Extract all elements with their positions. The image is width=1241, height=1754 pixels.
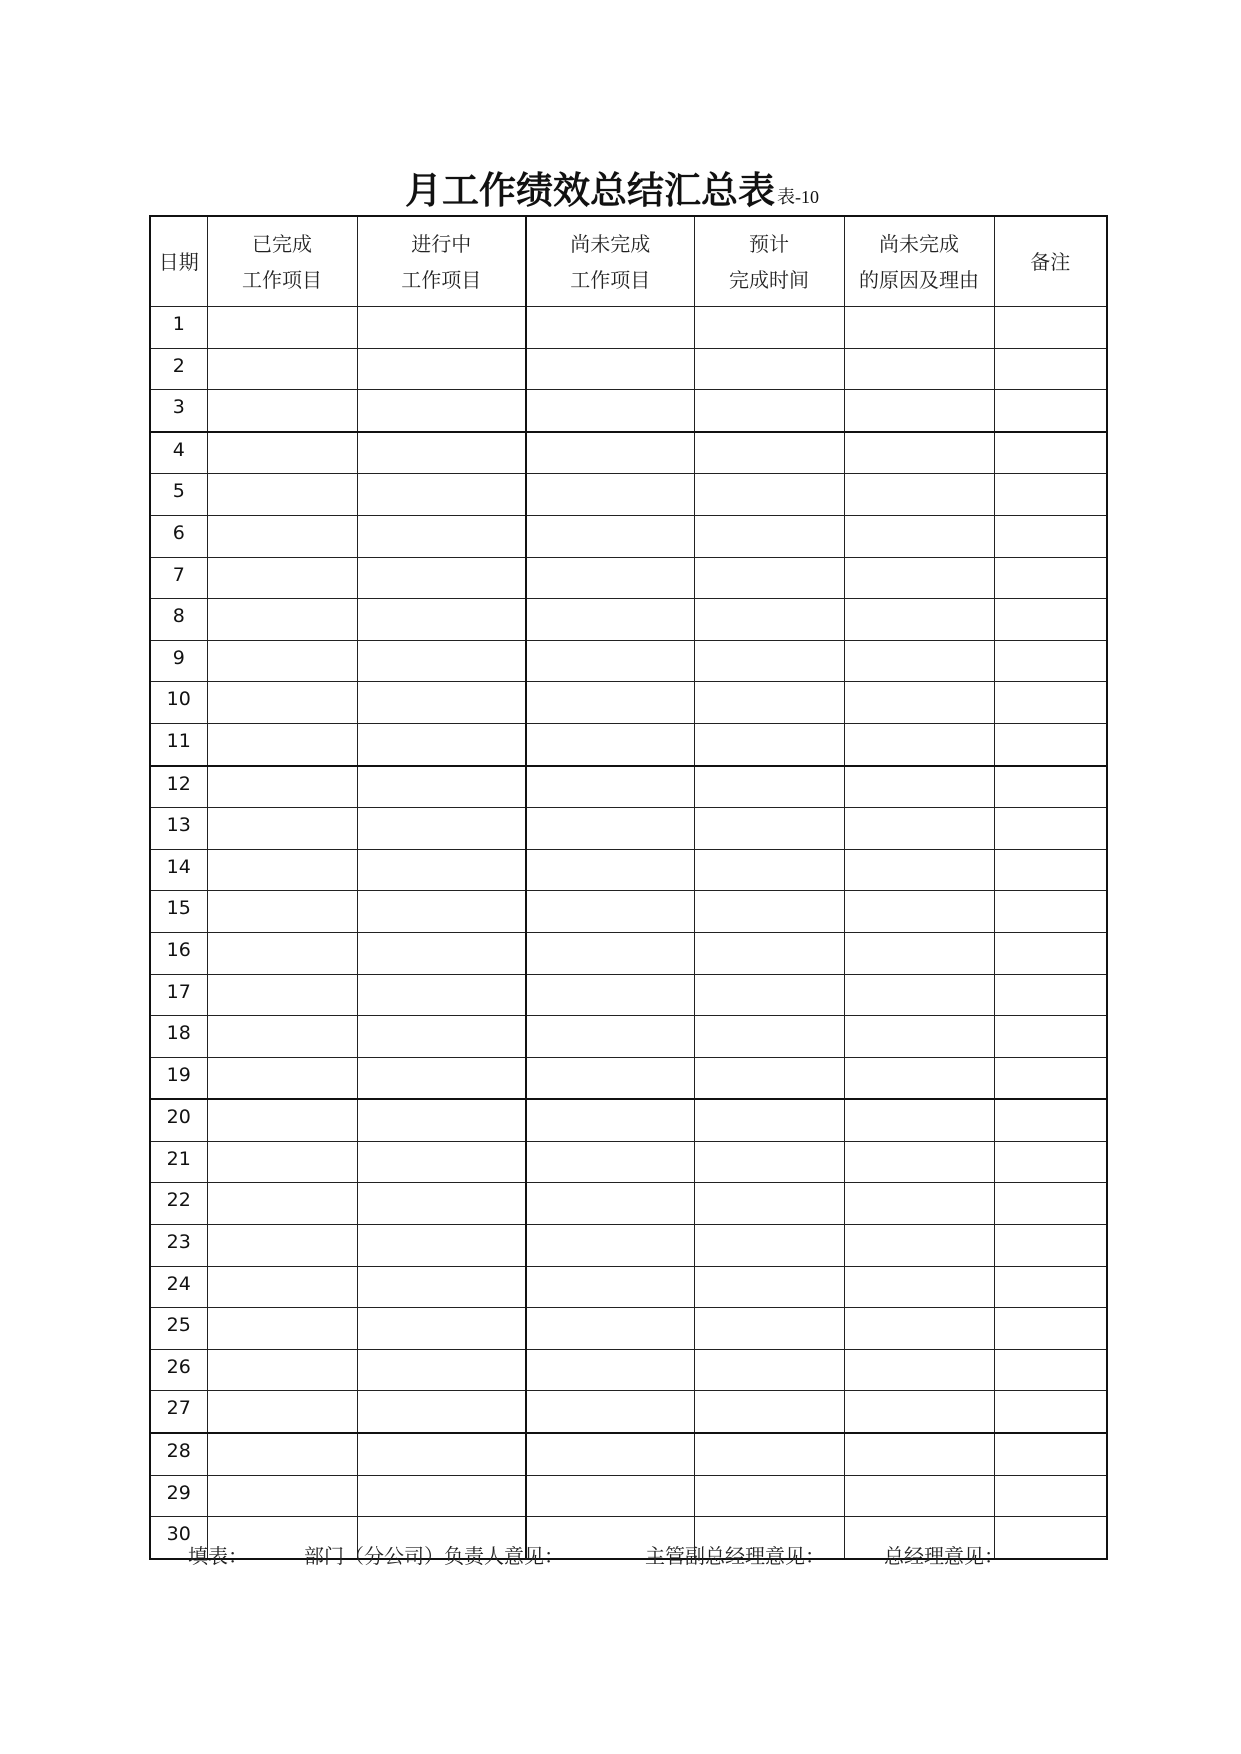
incomplete-reason-cell [844, 1349, 994, 1391]
incomplete-reason-cell [844, 1099, 994, 1141]
header-label: 工作项目 [242, 267, 322, 292]
table-row [150, 348, 1107, 390]
row-number: 25 [166, 1314, 191, 1337]
incomplete-reason-cell [844, 723, 994, 765]
incomplete-reason-cell [844, 932, 994, 974]
remarks-cell [994, 682, 1107, 724]
expected-completion-time-cell [694, 307, 844, 349]
dept-head-opinion-label: 部门（分公司）负责人意见： [304, 1544, 564, 1568]
remarks-cell [994, 1057, 1107, 1099]
incomplete-reason-cell [844, 348, 994, 390]
in-progress-items-cell [357, 1433, 526, 1475]
header-date [150, 216, 207, 307]
row-number: 18 [166, 1022, 191, 1045]
remarks-cell [994, 1099, 1107, 1141]
completed-items-cell [207, 1099, 357, 1141]
remarks-cell [994, 974, 1107, 1016]
date-cell [150, 1016, 207, 1058]
table-row [150, 1099, 1107, 1141]
incomplete-reason-cell [844, 1266, 994, 1308]
incomplete-items-cell [526, 1433, 694, 1475]
remarks-cell [994, 557, 1107, 599]
completed-items-cell [207, 808, 357, 850]
header-in-progress-items [357, 216, 526, 307]
incomplete-reason-cell [844, 1225, 994, 1267]
in-progress-items-cell [357, 1266, 526, 1308]
table-row [150, 1349, 1107, 1391]
in-progress-items-cell [357, 849, 526, 891]
completed-items-cell [207, 849, 357, 891]
date-cell [150, 348, 207, 390]
row-number: 9 [172, 646, 185, 669]
row-number: 4 [172, 438, 185, 461]
remarks-cell [994, 640, 1107, 682]
header-label: 的原因及理由 [859, 267, 979, 292]
in-progress-items-cell [357, 1183, 526, 1225]
completed-items-cell [207, 640, 357, 682]
remarks-cell [994, 808, 1107, 850]
header-label: 日期 [158, 249, 199, 274]
completed-items-cell [207, 891, 357, 933]
incomplete-items-cell [526, 1308, 694, 1350]
expected-completion-time-cell [694, 1057, 844, 1099]
incomplete-reason-cell [844, 515, 994, 557]
incomplete-reason-cell [844, 682, 994, 724]
in-progress-items-cell [357, 474, 526, 516]
incomplete-items-cell [526, 766, 694, 808]
expected-completion-time-cell [694, 1016, 844, 1058]
completed-items-cell [207, 1225, 357, 1267]
date-cell [150, 932, 207, 974]
row-number: 20 [166, 1106, 191, 1129]
remarks-cell [994, 1141, 1107, 1183]
expected-completion-time-cell [694, 1141, 844, 1183]
expected-completion-time-cell [694, 766, 844, 808]
remarks-cell [994, 723, 1107, 765]
date-cell [150, 974, 207, 1016]
row-number: 5 [172, 480, 185, 503]
table-row [150, 599, 1107, 641]
incomplete-items-cell [526, 1099, 694, 1141]
document-title-block [405, 160, 819, 214]
incomplete-items-cell [526, 808, 694, 850]
date-cell [150, 766, 207, 808]
table-row [150, 808, 1107, 850]
date-cell [150, 474, 207, 516]
table-row [150, 682, 1107, 724]
incomplete-items-cell [526, 723, 694, 765]
table-row [150, 640, 1107, 682]
completed-items-cell [207, 599, 357, 641]
incomplete-items-cell [526, 1475, 694, 1517]
in-progress-items-cell [357, 808, 526, 850]
completed-items-cell [207, 1016, 357, 1058]
date-cell [150, 1308, 207, 1350]
completed-items-cell [207, 307, 357, 349]
row-number: 23 [166, 1231, 191, 1254]
header-expected-completion-time [694, 216, 844, 307]
in-progress-items-cell [357, 599, 526, 641]
header-label: 尚未完成 [879, 231, 959, 256]
expected-completion-time-cell [694, 932, 844, 974]
incomplete-reason-cell [844, 390, 994, 432]
table-row [150, 1225, 1107, 1267]
in-progress-items-cell [357, 974, 526, 1016]
remarks-cell [994, 1475, 1107, 1517]
expected-completion-time-cell [694, 682, 844, 724]
expected-completion-time-cell [694, 1308, 844, 1350]
row-number: 8 [172, 605, 185, 628]
gm-opinion-label: 总经理意见： [884, 1544, 1004, 1568]
form-code: 表-10 [777, 187, 819, 207]
header-label: 备注 [1030, 249, 1071, 274]
incomplete-items-cell [526, 515, 694, 557]
row-number: 16 [166, 938, 191, 961]
header-incomplete-items [526, 216, 694, 307]
in-progress-items-cell [357, 723, 526, 765]
in-progress-items-cell [357, 766, 526, 808]
table-row [150, 1016, 1107, 1058]
row-number: 14 [166, 855, 191, 878]
incomplete-reason-cell [844, 640, 994, 682]
expected-completion-time-cell [694, 1099, 844, 1141]
incomplete-items-cell [526, 974, 694, 1016]
row-number: 10 [166, 688, 191, 711]
table-body [150, 307, 1107, 1559]
incomplete-reason-cell [844, 474, 994, 516]
remarks-cell [994, 1349, 1107, 1391]
header-label: 完成时间 [729, 267, 809, 292]
incomplete-reason-cell [844, 1433, 994, 1475]
table-row [150, 474, 1107, 516]
row-number: 7 [172, 563, 185, 586]
incomplete-items-cell [526, 1016, 694, 1058]
table-row [150, 723, 1107, 765]
table-row [150, 1266, 1107, 1308]
completed-items-cell [207, 348, 357, 390]
incomplete-reason-cell [844, 1141, 994, 1183]
expected-completion-time-cell [694, 1183, 844, 1225]
expected-completion-time-cell [694, 348, 844, 390]
completed-items-cell [207, 474, 357, 516]
remarks-cell [994, 849, 1107, 891]
document-title: 月工作绩效总结汇总表 [405, 168, 775, 212]
remarks-cell [994, 307, 1107, 349]
incomplete-items-cell [526, 891, 694, 933]
table-row [150, 974, 1107, 1016]
row-number: 19 [166, 1063, 191, 1086]
header-row [150, 216, 1107, 307]
expected-completion-time-cell [694, 1225, 844, 1267]
header-label: 预计 [749, 231, 789, 256]
expected-completion-time-cell [694, 640, 844, 682]
incomplete-items-cell [526, 599, 694, 641]
header-label: 工作项目 [401, 267, 482, 292]
remarks-cell [994, 348, 1107, 390]
table-row [150, 1308, 1107, 1350]
table-row [150, 1057, 1107, 1099]
date-cell [150, 1141, 207, 1183]
date-cell [150, 390, 207, 432]
in-progress-items-cell [357, 307, 526, 349]
remarks-cell [994, 474, 1107, 516]
date-cell [150, 307, 207, 349]
expected-completion-time-cell [694, 1475, 844, 1517]
header-label: 尚未完成 [570, 231, 651, 256]
table-row [150, 891, 1107, 933]
in-progress-items-cell [357, 1016, 526, 1058]
incomplete-items-cell [526, 1225, 694, 1267]
remarks-cell [994, 1433, 1107, 1475]
expected-completion-time-cell [694, 557, 844, 599]
remarks-cell [994, 1225, 1107, 1267]
in-progress-items-cell [357, 1475, 526, 1517]
date-cell [150, 723, 207, 765]
row-number: 17 [166, 980, 191, 1003]
completed-items-cell [207, 1266, 357, 1308]
header-label: 进行中 [411, 231, 472, 256]
incomplete-items-cell [526, 640, 694, 682]
remarks-cell [994, 432, 1107, 474]
incomplete-items-cell [526, 849, 694, 891]
in-progress-items-cell [357, 1141, 526, 1183]
incomplete-reason-cell [844, 974, 994, 1016]
incomplete-reason-cell [844, 808, 994, 850]
expected-completion-time-cell [694, 432, 844, 474]
in-progress-items-cell [357, 390, 526, 432]
date-cell [150, 808, 207, 850]
incomplete-items-cell [526, 432, 694, 474]
in-progress-items-cell [357, 1349, 526, 1391]
deputy-gm-opinion-label: 主管副总经理意见： [645, 1544, 825, 1568]
incomplete-reason-cell [844, 557, 994, 599]
incomplete-reason-cell [844, 307, 994, 349]
in-progress-items-cell [357, 891, 526, 933]
date-cell [150, 599, 207, 641]
date-cell [150, 1057, 207, 1099]
remarks-cell [994, 766, 1107, 808]
date-cell [150, 557, 207, 599]
in-progress-items-cell [357, 515, 526, 557]
header-completed-items [207, 216, 357, 307]
expected-completion-time-cell [694, 474, 844, 516]
incomplete-items-cell [526, 1266, 694, 1308]
incomplete-reason-cell [844, 849, 994, 891]
incomplete-reason-cell [844, 1183, 994, 1225]
incomplete-items-cell [526, 390, 694, 432]
table-row [150, 557, 1107, 599]
row-number: 29 [166, 1481, 191, 1504]
incomplete-reason-cell [844, 1391, 994, 1433]
date-cell [150, 849, 207, 891]
incomplete-items-cell [526, 348, 694, 390]
completed-items-cell [207, 432, 357, 474]
remarks-cell [994, 1183, 1107, 1225]
completed-items-cell [207, 1433, 357, 1475]
date-cell [150, 640, 207, 682]
remarks-cell [994, 390, 1107, 432]
completed-items-cell [207, 1141, 357, 1183]
in-progress-items-cell [357, 557, 526, 599]
date-cell [150, 682, 207, 724]
header-remarks [994, 216, 1107, 307]
completed-items-cell [207, 1308, 357, 1350]
incomplete-items-cell [526, 1141, 694, 1183]
expected-completion-time-cell [694, 599, 844, 641]
incomplete-items-cell [526, 474, 694, 516]
incomplete-reason-cell [844, 766, 994, 808]
in-progress-items-cell [357, 1308, 526, 1350]
remarks-cell [994, 515, 1107, 557]
date-cell [150, 432, 207, 474]
completed-items-cell [207, 1057, 357, 1099]
table-row [150, 390, 1107, 432]
expected-completion-time-cell [694, 515, 844, 557]
in-progress-items-cell [357, 348, 526, 390]
row-number: 2 [172, 354, 185, 377]
in-progress-items-cell [357, 640, 526, 682]
completed-items-cell [207, 390, 357, 432]
expected-completion-time-cell [694, 1266, 844, 1308]
table-row [150, 849, 1107, 891]
incomplete-items-cell [526, 307, 694, 349]
incomplete-reason-cell [844, 1475, 994, 1517]
completed-items-cell [207, 766, 357, 808]
date-cell [150, 515, 207, 557]
remarks-cell [994, 891, 1107, 933]
incomplete-reason-cell [844, 432, 994, 474]
completed-items-cell [207, 557, 357, 599]
expected-completion-time-cell [694, 1349, 844, 1391]
table-row [150, 1141, 1107, 1183]
filler-label: 填表： [188, 1544, 248, 1568]
incomplete-reason-cell [844, 1016, 994, 1058]
table-row [150, 1183, 1107, 1225]
incomplete-items-cell [526, 1183, 694, 1225]
remarks-cell [994, 1308, 1107, 1350]
incomplete-items-cell [526, 557, 694, 599]
in-progress-items-cell [357, 932, 526, 974]
header-label: 已完成 [252, 231, 312, 256]
row-number: 12 [166, 772, 191, 795]
completed-items-cell [207, 1391, 357, 1433]
expected-completion-time-cell [694, 808, 844, 850]
in-progress-items-cell [357, 432, 526, 474]
row-number: 27 [166, 1397, 191, 1420]
date-cell [150, 1475, 207, 1517]
completed-items-cell [207, 723, 357, 765]
in-progress-items-cell [357, 1391, 526, 1433]
row-number: 13 [166, 814, 191, 837]
row-number: 24 [166, 1272, 191, 1295]
row-number: 3 [172, 396, 185, 419]
date-cell [150, 1225, 207, 1267]
completed-items-cell [207, 1475, 357, 1517]
expected-completion-time-cell [694, 891, 844, 933]
completed-items-cell [207, 932, 357, 974]
in-progress-items-cell [357, 1225, 526, 1267]
incomplete-reason-cell [844, 891, 994, 933]
remarks-cell [994, 1391, 1107, 1433]
completed-items-cell [207, 974, 357, 1016]
date-cell [150, 891, 207, 933]
incomplete-items-cell [526, 682, 694, 724]
table-row [150, 515, 1107, 557]
expected-completion-time-cell [694, 1433, 844, 1475]
completed-items-cell [207, 1183, 357, 1225]
remarks-cell [994, 932, 1107, 974]
row-number: 28 [166, 1440, 191, 1463]
row-number: 1 [172, 313, 185, 335]
table-row [150, 1391, 1107, 1433]
expected-completion-time-cell [694, 974, 844, 1016]
header-incomplete-reason [844, 216, 994, 307]
incomplete-reason-cell [844, 599, 994, 641]
expected-completion-time-cell [694, 849, 844, 891]
completed-items-cell [207, 1349, 357, 1391]
in-progress-items-cell [357, 1099, 526, 1141]
remarks-cell [994, 1016, 1107, 1058]
work-summary-table [149, 215, 1108, 1560]
date-cell [150, 1433, 207, 1475]
header-label: 工作项目 [570, 267, 651, 292]
incomplete-reason-cell [844, 1308, 994, 1350]
completed-items-cell [207, 515, 357, 557]
incomplete-items-cell [526, 1391, 694, 1433]
expected-completion-time-cell [694, 390, 844, 432]
expected-completion-time-cell [694, 1391, 844, 1433]
row-number: 22 [166, 1189, 191, 1212]
row-number: 26 [166, 1355, 191, 1378]
table-row [150, 1475, 1107, 1517]
table-row [150, 766, 1107, 808]
table-row [150, 432, 1107, 474]
in-progress-items-cell [357, 1057, 526, 1099]
incomplete-reason-cell [844, 1057, 994, 1099]
row-number: 15 [166, 897, 191, 920]
row-number: 30 [166, 1523, 191, 1546]
date-cell [150, 1099, 207, 1141]
row-number: 21 [166, 1147, 191, 1170]
completed-items-cell [207, 682, 357, 724]
incomplete-items-cell [526, 1349, 694, 1391]
table-row [150, 1433, 1107, 1475]
date-cell [150, 1183, 207, 1225]
table-row [150, 932, 1107, 974]
incomplete-items-cell [526, 1057, 694, 1099]
row-number: 6 [172, 521, 185, 544]
row-number: 11 [166, 729, 191, 752]
date-cell [150, 1391, 207, 1433]
remarks-cell [994, 1517, 1107, 1559]
remarks-cell [994, 599, 1107, 641]
expected-completion-time-cell [694, 723, 844, 765]
in-progress-items-cell [357, 682, 526, 724]
remarks-cell [994, 1266, 1107, 1308]
date-cell [150, 1266, 207, 1308]
incomplete-items-cell [526, 932, 694, 974]
table-row [150, 307, 1107, 349]
date-cell [150, 1349, 207, 1391]
